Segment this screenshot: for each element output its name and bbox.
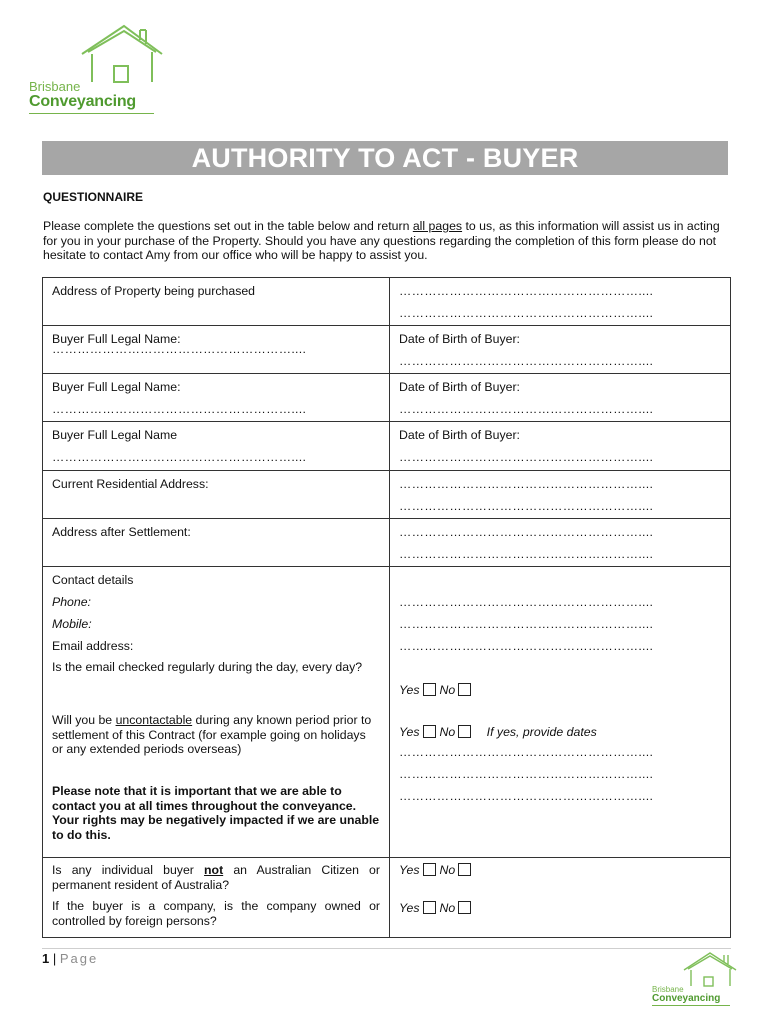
contact-heading: Contact details [52,573,134,587]
uncontactable-no-checkbox[interactable] [458,725,471,738]
address-after-label-cell [43,519,390,567]
intro-paragraph [43,219,729,263]
table-row [43,326,731,374]
table-row [43,858,731,938]
table-row [43,278,731,326]
email-checked-answer [399,655,721,712]
brand-underline [29,113,154,114]
brand-logo [26,22,166,118]
citizen-emphasis: not [204,863,224,877]
house-logo-small-icon [650,950,740,990]
buyer-2-name-label: Buyer Full Legal Name: [52,380,181,394]
citizen-yes-checkbox[interactable] [423,863,436,876]
email-label: Email address: [52,639,134,653]
uncontactable-question [52,712,380,784]
residential-address-line-2[interactable]: ………………………………………………….... [399,499,654,513]
foreign-status-answers-cell [390,858,731,938]
page-number-separator: | [49,951,60,966]
phone-field[interactable]: ………………………………………………….... [399,595,654,609]
residential-address-line-1[interactable]: ………………………………………………….... [399,477,654,491]
uncontactable-text-start: Will you be [52,713,116,727]
intro-text-start: Please complete the questions set out in the table below and return [43,219,413,233]
company-no-checkbox[interactable] [458,901,471,914]
residential-address-field[interactable] [390,471,731,519]
email-field[interactable]: ………………………………………………….... [399,639,654,653]
questionnaire-table [42,277,731,938]
brand-name-line1: Brisbane [29,79,81,94]
page-number [42,951,98,966]
citizen-text-start: Is any individual buyer [52,863,205,877]
footer-divider [42,948,731,949]
citizen-no-checkbox[interactable] [458,863,471,876]
buyer-2-dob-label: Date of Birth of Buyer: [399,380,520,394]
buyer-1-dob-label: Date of Birth of Buyer: [399,332,520,346]
buyer-3-dob-field[interactable]: ………………………………………………….... [399,450,654,464]
table-row [43,519,731,567]
citizen-answer [399,858,721,901]
uncontactable-dates-line-3[interactable]: ………………………………………………….... [399,789,654,803]
company-answer [399,901,721,915]
mobile-field[interactable]: ………………………………………………….... [399,617,654,631]
buyer-3-name-cell [43,422,390,471]
citizen-text-end: an Australian Citizen or permanent resident of Australia? [52,863,380,892]
footer-brand-line1: Brisbane [652,985,684,994]
address-after-label: Address after Settlement: [52,525,191,539]
phone-label: Phone: [52,595,91,609]
intro-emphasis: all pages [412,219,463,233]
contact-importance-note: Please note that it is important that we are able to contact you at all times throughout the conveyance. Your rights may be negatively impacted if we are unable to do this. [52,784,380,842]
spacer [399,567,721,589]
if-yes-dates-label: If yes, provide dates [486,725,597,739]
uncontactable-dates-line-2[interactable]: ………………………………………………….... [399,767,654,781]
buyer-2-name-field[interactable]: ………………………………………………….... [52,402,307,416]
buyer-3-dob-label: Date of Birth of Buyer: [399,428,520,442]
address-after-line-2[interactable]: ………………………………………………….... [399,547,654,561]
buyer-2-dob-cell [390,374,731,422]
buyer-1-name-field[interactable]: ………………………………………………….... [52,342,307,356]
email-checked-yes-checkbox[interactable] [423,683,436,696]
table-row [43,374,731,422]
contact-answers-cell [390,567,731,858]
email-checked-no-checkbox[interactable] [458,683,471,696]
property-address-label-cell [43,278,390,326]
uncontactable-yes-label: Yes [399,725,420,739]
table-row [43,567,731,858]
citizen-question [52,858,380,899]
citizen-no-label: No [439,863,456,877]
citizen-yes-label: Yes [399,863,420,877]
buyer-1-name-label: Buyer Full Legal Name: [52,332,181,346]
property-address-label: Address of Property being purchased [52,284,256,298]
residential-address-label-cell [43,471,390,519]
residential-address-label: Current Residential Address: [52,477,209,491]
property-address-line-1[interactable]: ………………………………………………….... [399,284,654,298]
uncontactable-emphasis: uncontactable [115,713,193,727]
buyer-1-dob-cell [390,326,731,374]
intro-text-end: to us, as this information will assist us in acting for you in your purchase of the Property. Should you have any questions regarding the completion of this form please do not hesitate to contact Amy from our office who will be happy to assist you. [43,219,720,263]
page-number-label: Page [59,951,99,966]
property-address-line-2[interactable]: ………………………………………………….... [399,306,654,320]
page-number-value: 1 [42,951,50,966]
section-subheading: QUESTIONNAIRE [43,190,144,204]
company-yes-checkbox[interactable] [423,901,436,914]
table-row [43,471,731,519]
buyer-3-dob-cell [390,422,731,471]
buyer-2-name-cell [43,374,390,422]
uncontactable-text-end: during any known period prior to settlement of this Contract (for example going on holidays or any extended periods overseas) [52,713,372,757]
buyer-1-name-cell [43,326,390,374]
mobile-label: Mobile: [52,617,92,631]
contact-details-cell [43,567,390,858]
property-address-field[interactable] [390,278,731,326]
address-after-line-1[interactable]: ………………………………………………….... [399,525,654,539]
footer-brand-underline [652,1005,730,1006]
buyer-3-name-label: Buyer Full Legal Name [52,428,178,442]
brand-name-line2: Conveyancing [29,93,136,110]
foreign-status-cell [43,858,390,938]
uncontactable-no-label: No [439,725,456,739]
buyer-2-dob-field[interactable]: ………………………………………………….... [399,402,654,416]
buyer-3-name-field[interactable]: ………………………………………………….... [52,450,307,464]
table-row [43,422,731,471]
company-no-label: No [439,901,456,915]
company-yes-label: Yes [399,901,420,915]
address-after-field[interactable] [390,519,731,567]
buyer-1-dob-field[interactable]: ………………………………………………….... [399,354,654,368]
uncontactable-yes-checkbox[interactable] [423,725,436,738]
uncontactable-dates-line-1[interactable]: ………………………………………………….... [399,745,654,759]
email-checked-question: Is the email checked regularly during the day, every day? [52,660,363,674]
footer-brand-logo [650,950,740,1010]
email-checked-yes-label: Yes [399,683,420,697]
page-title: AUTHORITY TO ACT - BUYER [42,141,728,175]
email-checked-no-label: No [439,683,456,697]
footer-brand-line2: Conveyancing [652,993,721,1004]
company-question: If the buyer is a company, is the company owned or controlled by foreign persons? [52,899,380,928]
uncontactable-answer [399,712,721,739]
